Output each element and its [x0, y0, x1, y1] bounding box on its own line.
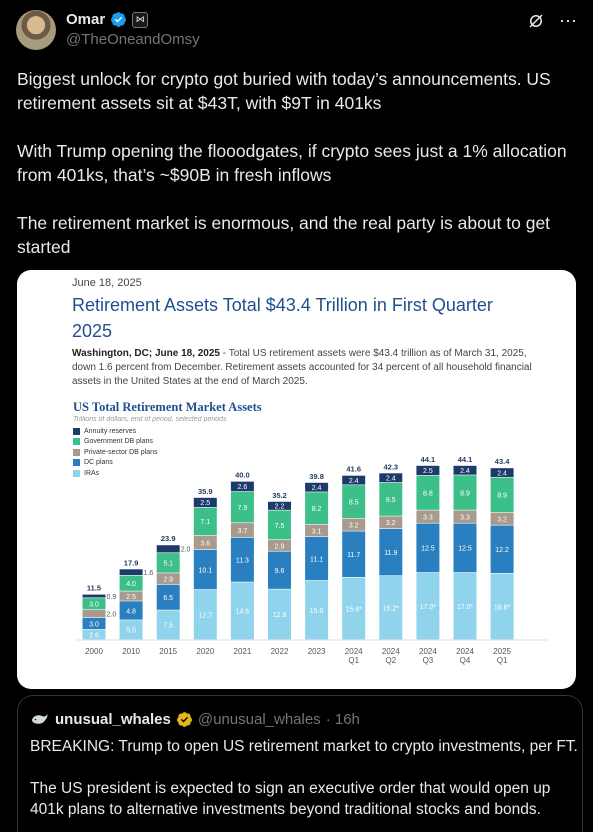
x-tick-label: 2023: [307, 647, 326, 656]
total-label: 39.8: [309, 471, 324, 481]
chart-subtitle: Trillions of dollars, end of period, selected periods: [73, 416, 227, 422]
total-label: 40.0: [235, 470, 250, 480]
data-label: 7.5: [274, 522, 285, 530]
data-label: 8.2: [311, 505, 322, 513]
quote-header: [30, 709, 360, 729]
x-tick-label: 2024: [344, 647, 363, 656]
x-tick-label: 2022: [270, 647, 289, 656]
total-label: 11.5: [86, 583, 102, 593]
data-label: 2.4: [311, 485, 322, 493]
data-label: 0.9: [106, 593, 117, 601]
total-label: 35.9: [197, 486, 213, 496]
x-tick-label: 2024: [456, 647, 474, 656]
x-tick-label: 2010: [122, 647, 140, 656]
data-label: 11.1: [310, 556, 324, 564]
data-label: 12.8: [272, 612, 287, 620]
data-label: 3.6: [200, 540, 211, 548]
legend-label: Government DB plans: [84, 438, 153, 446]
data-label: 8.5: [385, 497, 396, 505]
data-label: 2.0: [180, 546, 191, 554]
data-label: 3.0: [89, 601, 99, 609]
data-label: 3.1: [311, 528, 322, 536]
data-label: 2.5: [126, 593, 136, 601]
total-label: 41.6: [346, 464, 362, 474]
total-label: 35.2: [272, 490, 287, 500]
data-label: 15.8*: [345, 606, 362, 614]
image-date: June 18, 2025: [72, 277, 142, 289]
author-name[interactable]: Omar: [66, 11, 106, 28]
x-tick-label: Q2: [385, 656, 397, 665]
bar-segment: [83, 610, 106, 617]
total-label: 42.3: [383, 462, 399, 472]
image-dateline: Washington, DC; June 18, 2025: [72, 348, 220, 359]
image-body-text: - Total US retirement assets were $43.4 trillion as of March 31, 2025, down 1.6 percent from December. Retirement assets accounted for 34 percent of all household financial assets in the United States at the end of March 2025.: [72, 348, 532, 387]
bar-segment: [157, 545, 180, 552]
tweet-paragraph: Biggest unlock for crypto got buried with today’s announcements. US retirement assets sit at $43T, with $9T in 401ks: [17, 69, 551, 113]
data-label: 2.4: [497, 470, 507, 478]
data-label: 17.0*: [419, 603, 437, 611]
data-label: 11.7: [347, 551, 361, 559]
data-label: 12.5: [421, 545, 435, 553]
data-label: 2.2: [274, 503, 285, 511]
data-label: 12.2: [495, 547, 509, 555]
verified-icon: [176, 711, 193, 728]
avatar[interactable]: [16, 10, 56, 50]
quote-tweet[interactable]: [17, 695, 583, 832]
legend-label: IRAs: [84, 469, 100, 477]
quote-author-name[interactable]: unusual_whales: [55, 710, 171, 728]
total-label: 44.1: [457, 454, 473, 464]
x-tick-label: 2024: [381, 647, 400, 656]
data-label: 2.0: [106, 611, 117, 619]
data-label: 16.2*: [382, 605, 399, 613]
data-label: 7.9: [237, 504, 248, 512]
data-label: 2.9: [163, 576, 174, 584]
data-label: 6.5: [163, 595, 174, 603]
author-handle[interactable]: @TheOneandOmsy: [66, 31, 200, 48]
data-label: 3.2: [385, 520, 396, 528]
data-label: 7.1: [200, 519, 211, 527]
tweet-paragraph: With Trump opening the flooodgates, if crypto sees just a 1% allocation from 401ks, that’s ~$90B in fresh inflows: [17, 141, 567, 185]
bar-segment: [83, 595, 106, 598]
quote-time[interactable]: · 16h: [325, 710, 360, 728]
x-tick-label: 2020: [196, 647, 215, 656]
grok-icon[interactable]: [527, 12, 545, 30]
data-label: 7.5: [163, 622, 174, 630]
x-tick-label: Q1: [348, 656, 360, 665]
data-label: 17.0*: [456, 603, 474, 611]
data-label: 15.0: [309, 607, 324, 615]
data-label: 5.1: [163, 560, 174, 568]
total-label: 43.4: [494, 457, 510, 467]
data-label: 2.5: [423, 468, 433, 476]
data-label: 8.5: [348, 499, 359, 507]
data-label: 2.6: [237, 484, 248, 492]
data-label: 8.9: [497, 492, 507, 500]
data-label: 11.9: [384, 550, 398, 558]
data-label: 8.8: [423, 490, 433, 498]
verified-icon: [110, 11, 127, 28]
quote-text: [30, 736, 578, 832]
author-row: [66, 11, 148, 28]
x-tick-label: Q3: [422, 656, 434, 665]
legend-label: DC plans: [84, 459, 113, 467]
quote-author-handle[interactable]: @unusual_whales: [197, 710, 321, 728]
data-label: 9.6: [274, 567, 285, 575]
data-label: 3.3: [460, 514, 470, 522]
data-label: 4.8: [126, 608, 136, 616]
data-label: 11.3: [235, 557, 249, 565]
tweet-paragraph: The retirement market is enormous, and the real party is about to get started: [17, 213, 551, 257]
affiliate-badge-icon: ⋈: [132, 12, 148, 28]
chart-plot: [17, 270, 576, 689]
legend-label: Private-sector DB plans: [84, 448, 158, 456]
data-label: 5.0: [126, 627, 136, 635]
quote-paragraph: BREAKING: Trump to open US retirement market to crypto investments, per FT.: [30, 738, 578, 755]
x-tick-label: 2025: [493, 647, 511, 656]
data-label: 3.0: [89, 621, 99, 629]
data-label: 2.4: [385, 475, 396, 483]
data-label: 2.4: [348, 477, 359, 485]
whale-icon[interactable]: [30, 709, 50, 729]
chart-title: US Total Retirement Market Assets: [73, 400, 262, 414]
data-label: 3.2: [497, 516, 507, 524]
x-tick-label: Q1: [496, 656, 508, 665]
data-label: 2.9: [274, 543, 285, 551]
data-label: 2.4: [460, 468, 470, 476]
data-label: 8.9: [460, 490, 470, 498]
x-tick-label: 2015: [159, 647, 178, 656]
top-actions: [527, 12, 577, 30]
data-label: 3.7: [237, 527, 248, 535]
bar-segment: [120, 569, 143, 575]
total-label: 44.1: [420, 454, 436, 464]
quote-paragraph: The US president is expected to sign an executive order that would open up 401k plans to alternative investments beyond traditional stocks and bonds.: [30, 780, 551, 818]
x-tick-label: 2024: [419, 647, 437, 656]
image-title: Retirement Assets Total $43.4 Trillion in First Quarter 2025: [72, 295, 493, 341]
data-label: 16.8*: [493, 604, 511, 612]
tweet-text: [17, 67, 577, 283]
data-label: 3.3: [423, 514, 433, 522]
x-tick-label: 2021: [233, 647, 252, 656]
data-label: 12.7: [198, 612, 213, 620]
data-label: 1.6: [143, 569, 154, 577]
legend-label: Annuity reserves: [84, 427, 137, 435]
attached-image[interactable]: [17, 270, 576, 689]
x-tick-label: 2000: [85, 647, 103, 656]
data-label: 4.0: [126, 581, 136, 589]
more-icon[interactable]: ⋯: [559, 11, 577, 31]
data-label: 2.5: [200, 500, 211, 508]
data-label: 3.2: [348, 522, 359, 530]
data-label: 14.6: [235, 608, 250, 616]
total-label: 23.9: [160, 534, 176, 544]
total-label: 17.9: [123, 558, 139, 568]
x-tick-label: Q4: [459, 656, 471, 665]
data-label: 12.5: [458, 545, 472, 553]
data-label: 2.6: [89, 632, 99, 640]
data-label: 10.1: [198, 567, 213, 575]
